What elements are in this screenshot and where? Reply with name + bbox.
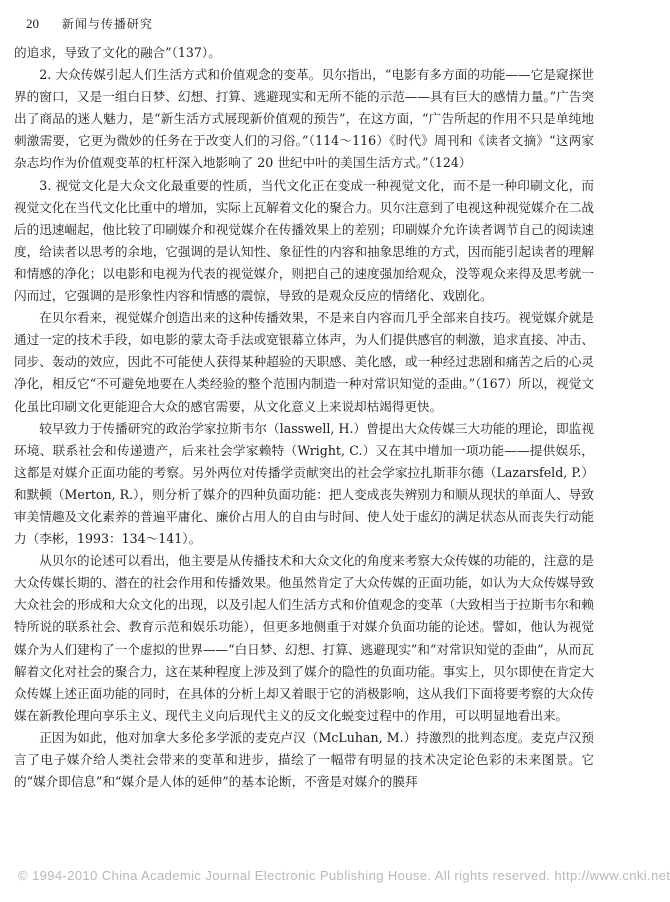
page-footer: [0, 858, 670, 898]
paragraph-point-2: 2. 大众传媒引起人们生活方式和价值观念的变革。贝尔指出，“电影有多方面的功能——它是窥探世界的窗口，又是一组白日梦、幻想、打算、逃避现实和无所不能的示范——具有巨大的感情力量。”广告突出了商品的迷人魅力，是“新生活方式展现新价值观的预告”，在这方面，“广告所起的作用不只是单纯地刺激需要，它更为微妙的任务在于改变人们的习俗。”（114～116）《时代》周刊和《读者文摘》“这两家杂志均作为价值观变革的杠杆深入地影响了 20 世纪中叶的美国生活方式。”（124）: [14, 67, 594, 171]
article-body: [14, 42, 594, 793]
page-number: 20: [26, 16, 39, 31]
paragraph-bell-analysis: 从贝尔的论述可以看出，他主要是从传播技术和大众文化的角度来考察大众传媒的功能的，注意的是大众传媒长期的、潜在的社会作用和传播效果。他虽然肯定了大众传媒的正面功能，如认为大众传媒导致大众社会的形成和大众文化的出现，以及引起人们生活方式和价值观念的变革（大致相当于拉斯韦尔和赖特所说的联系社会、教育示范和娱乐功能），但更多地侧重于对媒介负面功能的论述。譬如，他认为视觉媒介为人们建构了一个虚拟的世界——“白日梦、幻想、打算、逃避现实”和“对常识知觉的歪曲”，从而瓦解着文化对社会的聚合力，这在某种程度上涉及到了媒介的隐性的负面功能。事实上，贝尔即使在肯定大众传媒上述正面功能的同时，在具体的分析上却又着眼于它的消极影响，这从我们下面将要考察的大众传媒在新教伦理向享乐主义、现代主义向后现代主义的反文化蜕变过程中的作用，可以明显地看出来。: [14, 553, 594, 723]
journal-title: 新闻与传播研究: [61, 17, 153, 31]
paragraph-point-3: 3. 视觉文化是大众文化最重要的性质，当代文化正在变成一种视觉文化，而不是一种印刷文化，而视觉文化在当代文化比重中的增加，实际上瓦解着文化的聚合力。贝尔注意到了电视这种视觉媒介在二战后的迅速崛起，他比较了印刷媒介和视觉媒介在传播效果上的差别；印刷媒介允许读者调节自己的阅读速度，给读者以思考的余地，它强调的是认知性、象征性的内容和抽象思维的方式，因而能引起读者的理解和情感的净化；以电影和电视为代表的视觉媒介，则把自己的速度强加给观众，没等观众来得及思考就一闪而过，它强调的是形象性内容和情感的震惊，导致的是观众反应的情绪化、戏剧化。: [14, 177, 594, 304]
paragraph-media-functions: 较早致力于传播研究的政治学家拉斯韦尔（lasswell, H.）曾提出大众传媒三大功能的理论，即监视环境、联系社会和传递遗产，后来社会学家赖特（Wright, C.）又在其中增加一项功能——提供娱乐，这都是对媒介正面功能的考察。另外两位对传播学贡献突出的社会学家拉扎斯菲尔德（Lazarsfeld, P.）和默顿（Merton, R.），则分析了媒介的四种负面功能：把人变成丧失辨别力和顺从现状的单面人、导致审美情趣及文化素养的普遍平庸化、廉价占用人的自由与时间、使人处于虚幻的满足状态从而丧失行动能力（李彬，1993：134～141）。: [14, 420, 594, 547]
paragraph-mcluhan: 正因为如此，他对加拿大多伦多学派的麦克卢汉（McLuhan, M.）持激烈的批判态度。麦克卢汉预言了电子媒介给人类社会带来的变革和进步，描绘了一幅带有明显的技术决定论色彩的未来图景。它的“媒介即信息”和“媒介是人体的延伸”的基本论断，不啻是对媒介的膜拜: [14, 729, 594, 790]
paragraph-visual-media: 在贝尔看来，视觉媒介创造出来的这种传播效果，不是来自内容而几乎全部来自技巧。视觉媒介就是通过一定的技术手段，如电影的蒙太奇手法或宽银幕立体声，为人们提供感官的刺激，追求直接、冲击、同步、轰动的效应，因此不可能使人获得某种超验的天职感、美化感，或一种经过悲剧和痛苦之后的心灵净化，相反它“不可避免地要在人类经验的整个范围内制造一种对常识知觉的歪曲。”（167）所以，视觉文化虽比印刷文化更能迎合大众的感官需要，从文化意义上来说却枯竭得更快。: [14, 310, 594, 414]
running-header: [26, 14, 581, 34]
paragraph-continuation: 的追求，导致了文化的融合”（137）。: [14, 45, 221, 60]
copyright-watermark: © 1994-2010 China Academic Journal Electronic Publishing House. All rights reserved. http://www.cnki.net: [18, 868, 670, 883]
